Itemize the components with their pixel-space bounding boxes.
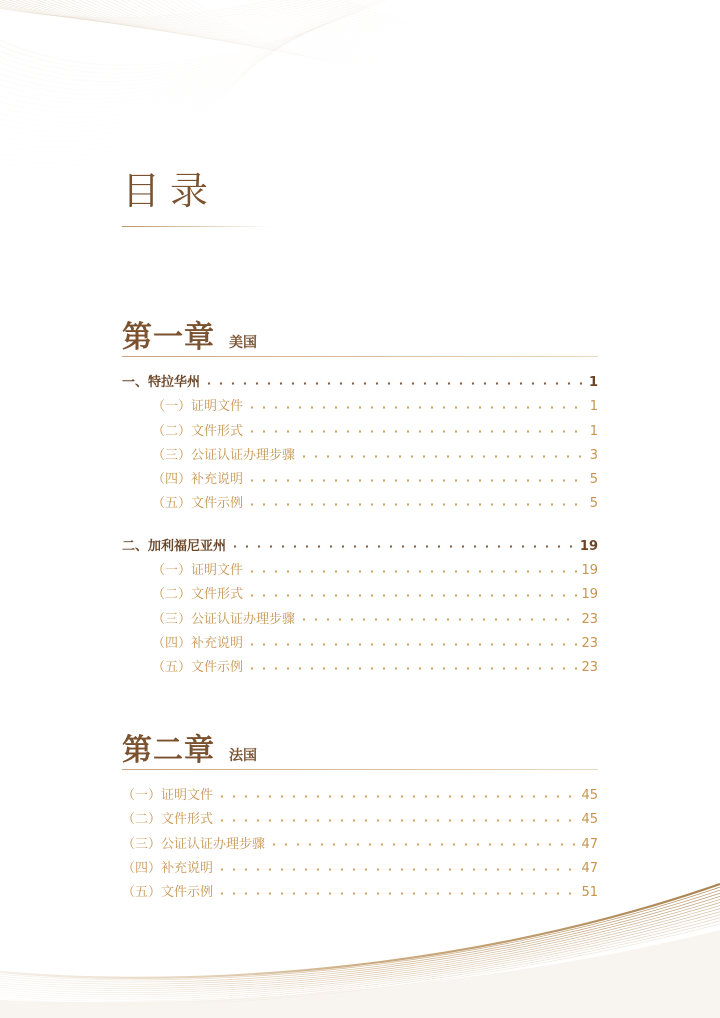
toc-item-label: （五）文件示例	[152, 496, 244, 512]
toc-page-number: 1	[588, 375, 598, 390]
toc-item[interactable]	[122, 881, 598, 905]
leader-dots	[246, 643, 578, 646]
chapter-name: 法国	[229, 748, 257, 764]
toc-item-label: （三）公证认证办理步骤	[122, 836, 266, 852]
toc-section-california[interactable]	[122, 535, 598, 559]
toc-item-label: （三）公证认证办理步骤	[152, 447, 296, 463]
leader-dots	[216, 795, 578, 798]
toc-page-number: 45	[581, 812, 598, 828]
title-underline	[122, 226, 270, 227]
toc-item-label: （四）补充说明	[152, 472, 244, 488]
toc-item[interactable]	[122, 632, 598, 656]
toc-item-label: （五）文件示例	[152, 660, 244, 676]
leader-dots	[246, 503, 585, 506]
toc-item[interactable]	[122, 784, 598, 808]
top-left-line-pattern	[0, 0, 459, 183]
toc-item[interactable]	[122, 656, 598, 680]
toc-page-number: 51	[581, 885, 598, 901]
toc-page-number: 23	[581, 635, 598, 651]
chapter-heading	[122, 312, 598, 355]
leader-dots	[298, 455, 585, 458]
toc-item-label: （一）证明文件	[152, 399, 244, 415]
leader-dots	[246, 430, 585, 433]
toc-item-label: （四）补充说明	[152, 635, 244, 651]
toc-item[interactable]	[122, 468, 598, 492]
toc-page-number: 1	[589, 423, 598, 439]
toc-page-number: 3	[589, 447, 598, 463]
toc-item[interactable]	[122, 608, 598, 632]
leader-dots	[229, 545, 577, 548]
toc-section-delaware[interactable]	[122, 371, 598, 395]
toc-item-label: （一）证明文件	[152, 563, 244, 579]
leader-dots	[268, 843, 578, 846]
toc-item[interactable]	[122, 808, 598, 832]
leader-dots	[246, 406, 585, 409]
chapter-2	[122, 725, 598, 905]
leader-dots	[246, 479, 585, 482]
toc-item[interactable]	[122, 444, 598, 468]
chapter-heading	[122, 725, 598, 768]
toc-page-number: 47	[581, 860, 598, 876]
toc-item[interactable]	[122, 492, 598, 516]
toc-page-number: 19	[581, 563, 598, 579]
leader-dots	[246, 594, 578, 597]
leader-dots	[298, 618, 578, 621]
toc-item[interactable]	[122, 420, 598, 444]
chapter-number: 第二章	[122, 733, 215, 768]
toc-page-number: 47	[581, 836, 598, 852]
toc-item[interactable]	[122, 833, 598, 857]
toc-page-number: 23	[581, 660, 598, 676]
chapter-name: 美国	[229, 335, 257, 351]
toc-item[interactable]	[122, 559, 598, 583]
leader-dots	[216, 892, 578, 895]
leader-dots	[216, 819, 578, 822]
toc-page-number: 23	[581, 611, 598, 627]
toc-page-number: 19	[579, 538, 598, 554]
toc-section-label: 一、特拉华州	[122, 375, 201, 390]
toc-item-label: （五）文件示例	[122, 885, 214, 901]
toc-page-number: 1	[589, 399, 598, 415]
toc-item-label: （二）文件形式	[122, 812, 214, 828]
leader-dots	[246, 667, 578, 670]
toc-page-number: 5	[589, 472, 598, 488]
toc-item-label: （二）文件形式	[152, 587, 244, 603]
chapter-number: 第一章	[122, 320, 215, 355]
leader-dots	[246, 570, 578, 573]
toc-item[interactable]	[122, 395, 598, 419]
toc-item-label: （四）补充说明	[122, 860, 214, 876]
chapter-1	[122, 312, 598, 681]
toc-item[interactable]	[122, 583, 598, 607]
toc-page-number: 19	[581, 587, 598, 603]
toc-page-number: 45	[581, 788, 598, 803]
toc-page-number: 5	[589, 496, 598, 512]
toc-item-label: （三）公证认证办理步骤	[152, 611, 296, 627]
toc-item-label: （二）文件形式	[152, 423, 244, 439]
toc-item-label: （一）证明文件	[122, 788, 214, 803]
leader-dots	[203, 382, 585, 385]
leader-dots	[216, 868, 578, 871]
page-title: 目录	[122, 169, 219, 213]
toc-item[interactable]	[122, 857, 598, 881]
toc-section-label: 二、加利福尼亚州	[122, 538, 227, 554]
